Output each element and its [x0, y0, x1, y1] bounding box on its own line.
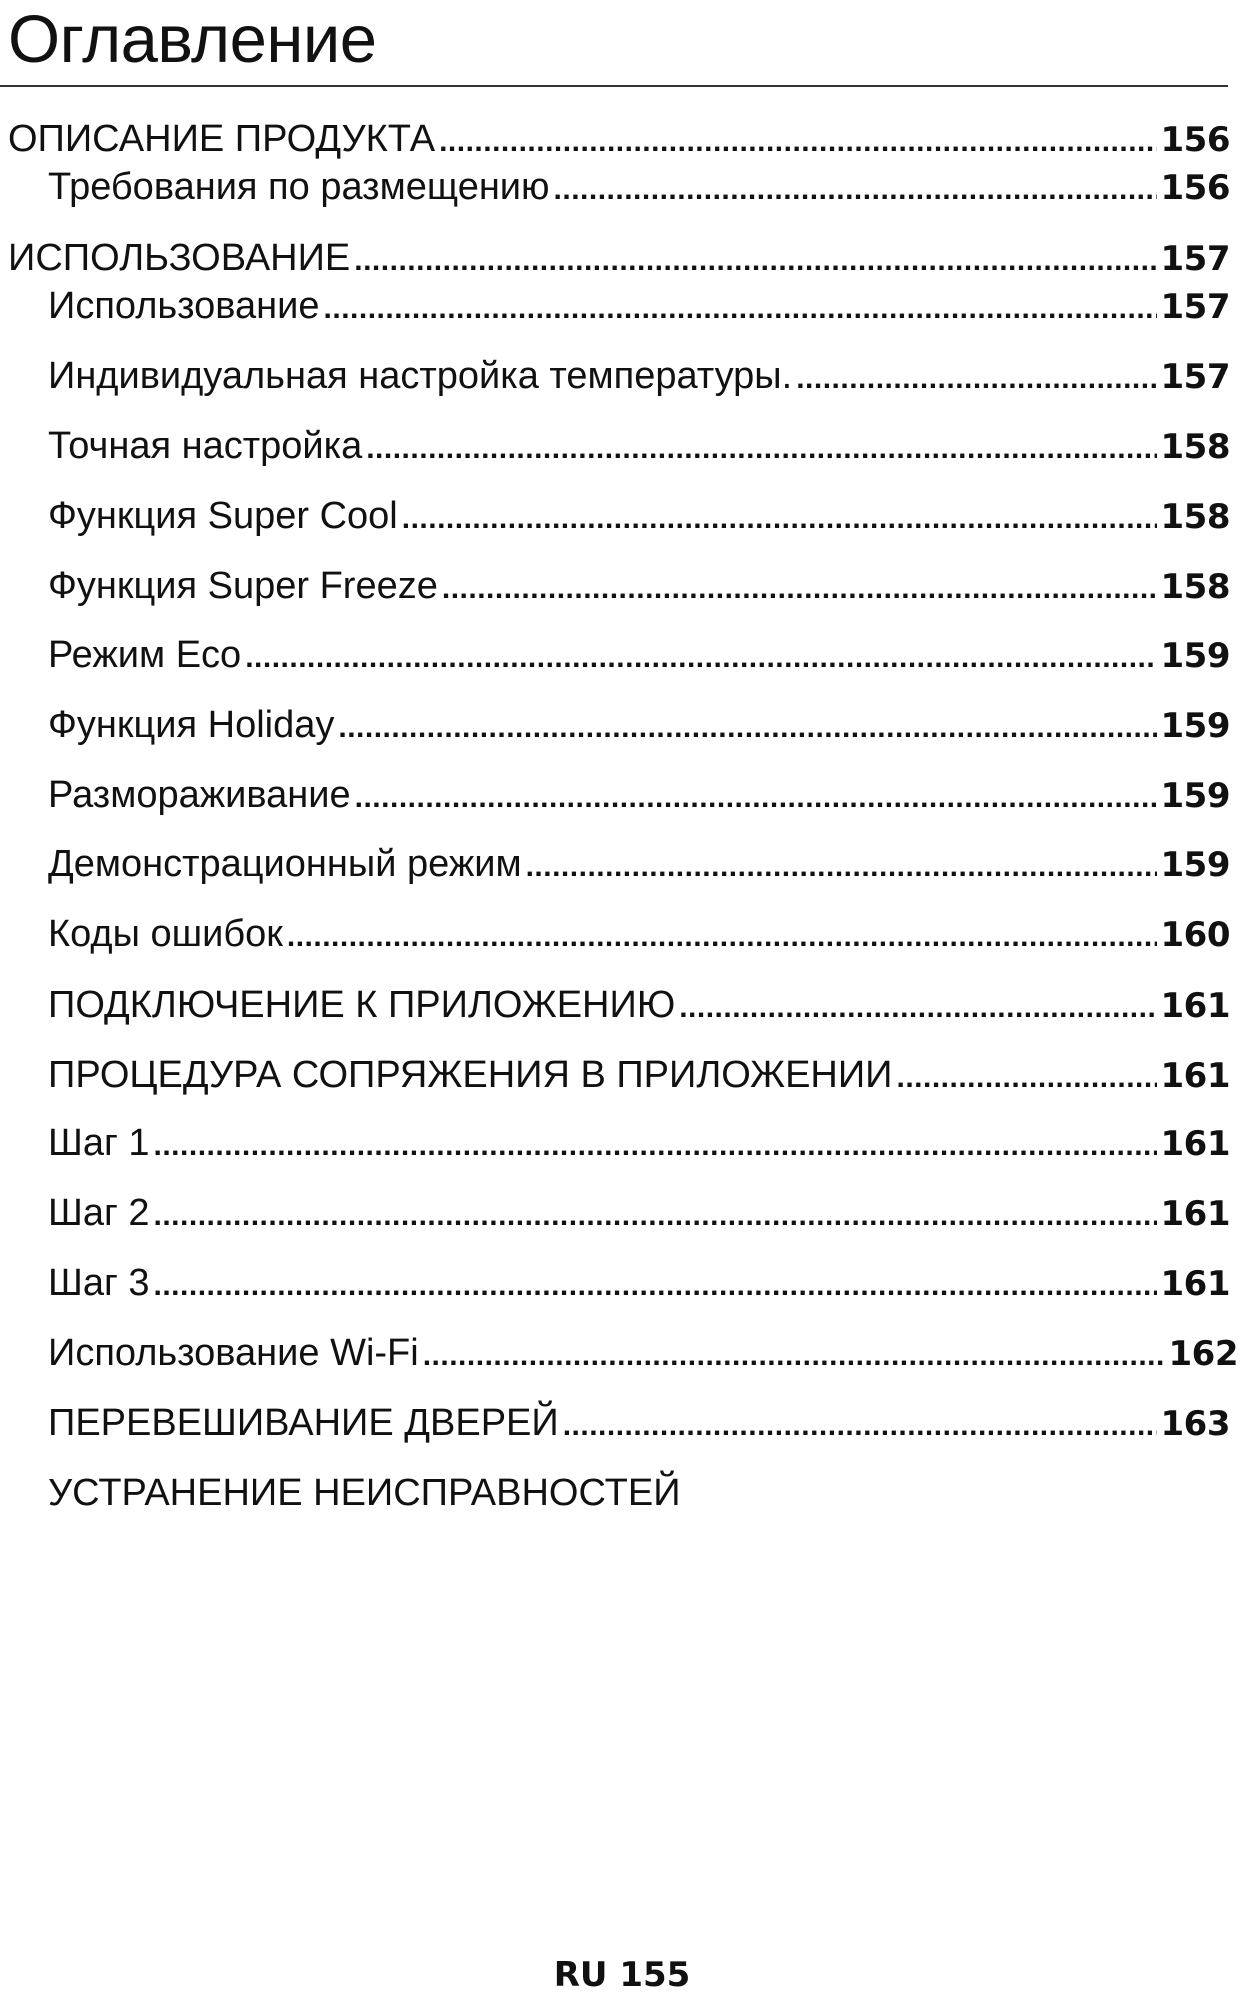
toc-entry[interactable]	[48, 841, 1230, 890]
toc-page-number: 161	[1160, 1194, 1230, 1234]
toc-dot-leader	[897, 1055, 1157, 1101]
toc-entry[interactable]	[48, 911, 1230, 960]
toc-page-number: 157	[1160, 357, 1230, 397]
toc-page-number: 159	[1160, 636, 1230, 676]
toc-page-number: 163	[1160, 1404, 1230, 1444]
toc-entry[interactable]	[48, 164, 1230, 213]
toc-entry-label: Точная настройка	[48, 425, 363, 467]
toc-entry[interactable]	[48, 423, 1230, 472]
page-title: Оглавление	[8, 2, 377, 77]
toc-dot-leader	[796, 356, 1156, 402]
toc-dot-leader	[554, 167, 1157, 213]
toc-dot-leader	[287, 914, 1157, 960]
toc-entry[interactable]	[48, 982, 1230, 1031]
toc-page-number: 159	[1160, 776, 1230, 816]
toc-page-number: 162	[1168, 1334, 1238, 1374]
toc-page-number: 157	[1160, 239, 1230, 279]
toc-page-number: 157	[1160, 287, 1230, 327]
toc-page-number: 156	[1160, 168, 1230, 208]
toc-page-number: 161	[1160, 986, 1230, 1026]
toc-entry[interactable]	[48, 283, 1230, 332]
toc-entry[interactable]	[48, 1470, 681, 1516]
toc-entry[interactable]	[48, 1400, 1230, 1449]
toc-entry-label: Использование	[48, 285, 320, 327]
toc-entry-label: Шаг 3	[48, 1262, 150, 1304]
toc-dot-leader	[354, 238, 1156, 284]
toc-dot-leader	[526, 844, 1157, 890]
toc-entry[interactable]	[48, 1052, 1230, 1101]
toc-entry-label: Коды ошибок	[48, 913, 283, 955]
toc-page-number: 161	[1160, 1056, 1230, 1096]
toc-entry[interactable]	[48, 563, 1230, 612]
toc-entry-label: УСТРАНЕНИЕ НЕИСПРАВНОСТЕЙ	[48, 1472, 681, 1514]
toc-entry[interactable]	[8, 235, 1230, 284]
toc-entry-label: ИСПОЛЬЗОВАНИЕ	[8, 237, 351, 279]
toc-entry[interactable]	[48, 1260, 1230, 1309]
toc-entry[interactable]	[48, 493, 1230, 542]
toc-entry[interactable]	[48, 1120, 1230, 1169]
toc-dot-leader	[439, 119, 1156, 165]
toc-entry-label: Режим Eco	[48, 634, 242, 676]
toc-entry[interactable]	[48, 1330, 1238, 1379]
toc-dot-leader	[324, 286, 1157, 332]
toc-dot-leader	[423, 1333, 1165, 1379]
toc-entry-label: ПОДКЛЮЧЕНИЕ К ПРИЛОЖЕНИЮ	[48, 984, 676, 1026]
toc-page-number: 161	[1160, 1124, 1230, 1164]
toc-page-number: 159	[1160, 845, 1230, 885]
toc-page-number: 156	[1160, 120, 1230, 160]
toc-entry-label: Функция Holiday	[48, 704, 335, 746]
toc-dot-leader	[154, 1263, 1157, 1309]
toc-entry-label: Требования по размещению	[48, 166, 550, 208]
toc-dot-leader	[563, 1403, 1157, 1449]
toc-entry-label: ОПИСАНИЕ ПРОДУКТА	[8, 118, 436, 160]
toc-page-number: 161	[1160, 1264, 1230, 1304]
toc-dot-leader	[442, 566, 1157, 612]
toc-dot-leader	[338, 705, 1156, 751]
toc-dot-leader	[402, 496, 1157, 542]
toc-page-number: 160	[1160, 915, 1230, 955]
toc-entry[interactable]	[48, 702, 1230, 751]
toc-entry-label: Размораживание	[48, 774, 351, 816]
toc-entry[interactable]	[48, 772, 1230, 821]
toc-entry-label: ПЕРЕВЕШИВАНИЕ ДВЕРЕЙ	[48, 1402, 559, 1444]
page-footer-number: RU 155	[553, 1955, 691, 1995]
toc-dot-leader	[154, 1193, 1157, 1239]
toc-entry-label: Демонстрационный режим	[48, 843, 522, 885]
toc-entry[interactable]	[8, 116, 1230, 165]
toc-dot-leader	[366, 426, 1156, 472]
toc-entry-label: Шаг 1	[48, 1122, 150, 1164]
toc-entry[interactable]	[48, 1190, 1230, 1239]
toc-entry-label: Использование Wi-Fi	[48, 1332, 419, 1374]
toc-page-number: 159	[1160, 706, 1230, 746]
toc-entry-label: Функция Super Freeze	[48, 565, 438, 607]
toc-entry[interactable]	[48, 632, 1230, 681]
toc-entry-label: Шаг 2	[48, 1192, 150, 1234]
toc-entry-label: Индивидуальная настройка температуры.	[48, 355, 793, 397]
toc-dot-leader	[245, 635, 1156, 681]
toc-dot-leader	[154, 1123, 1157, 1169]
toc-dot-leader	[679, 985, 1156, 1031]
toc-entry[interactable]	[48, 353, 1230, 402]
toc-dot-leader	[355, 775, 1157, 821]
toc-entry-label: Функция Super Cool	[48, 495, 398, 537]
toc-entry-label: ПРОЦЕДУРА СОПРЯЖЕНИЯ В ПРИЛОЖЕНИИ	[48, 1054, 893, 1096]
toc-page-number: 158	[1160, 497, 1230, 537]
toc-page-number: 158	[1160, 427, 1230, 467]
toc-page-number: 158	[1160, 567, 1230, 607]
